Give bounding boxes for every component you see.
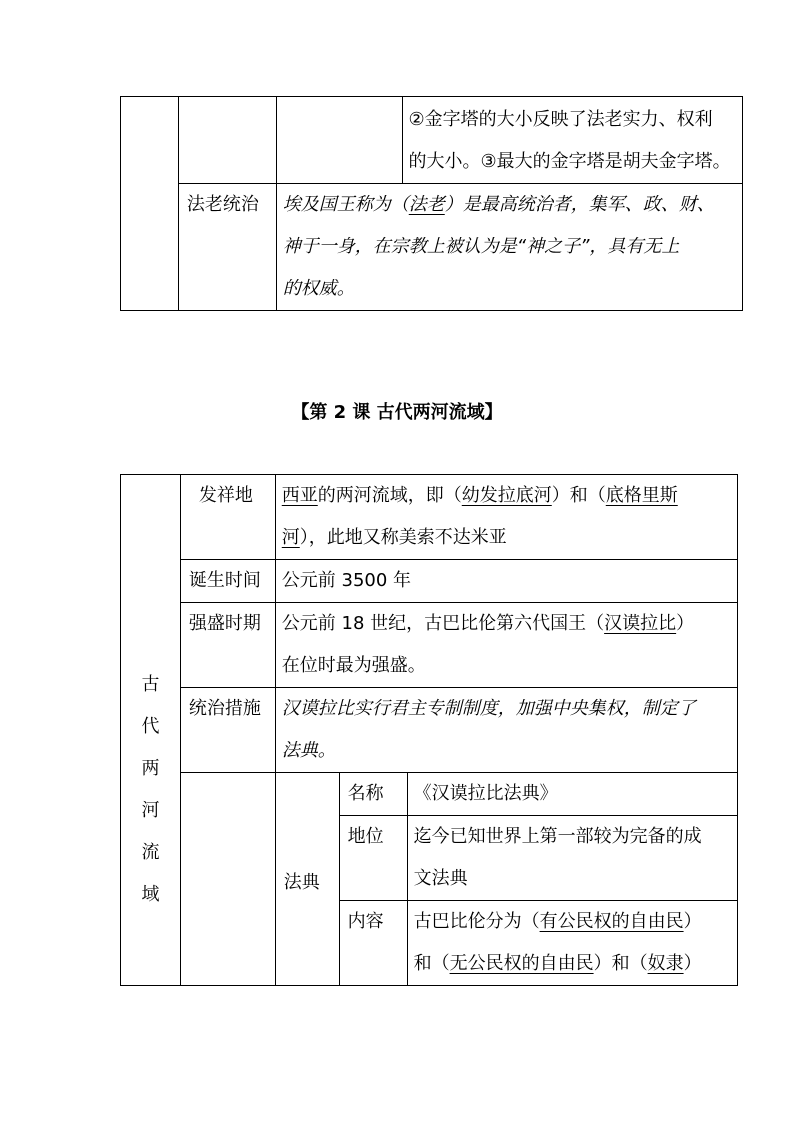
rule-label: 统治措施 <box>180 688 275 773</box>
side-title-char: 流 <box>141 842 160 863</box>
birth-time-label: 诞生时间 <box>180 560 275 603</box>
text-line: 法典。 <box>281 740 336 761</box>
pharaoh-rule-text <box>276 184 742 311</box>
side-title-char: 河 <box>141 800 160 821</box>
text-line: 迄今已知世界上第一部较为完备的成 <box>413 826 702 847</box>
code-label: 法典 <box>275 773 339 986</box>
text-span: ） <box>683 953 702 974</box>
side-cell-empty <box>121 97 179 311</box>
text-span: ）是最高统治者，集军、政、财、 <box>444 194 715 215</box>
side-title-cell <box>121 475 181 986</box>
side-title-char: 古 <box>141 674 160 695</box>
free-noncitizens-term: 无公民权的自由民 <box>449 953 594 974</box>
rule-text <box>275 688 737 773</box>
text-span: ） <box>683 911 702 932</box>
lesson-heading: 【第 2 课 古代两河流域】 <box>291 402 503 423</box>
tigris-term-part2: 河 <box>281 527 300 548</box>
text-span: 的两河流域，即（ <box>317 485 462 506</box>
text-span: ）和（ <box>593 953 648 974</box>
text-span: ），此地又称美索不达米亚 <box>299 527 507 548</box>
text-line: 文法典 <box>413 868 468 889</box>
region-term: 西亚 <box>281 485 318 506</box>
text-span: ） <box>676 613 695 634</box>
code-name-value: 《汉谟拉比法典》 <box>407 773 737 816</box>
peak-label: 强盛时期 <box>180 603 275 688</box>
tigris-term-part1: 底格里斯 <box>605 485 678 506</box>
code-status-label: 地位 <box>339 816 407 901</box>
text-line: 在位时最为强盛。 <box>281 655 426 676</box>
code-empty-label-cell <box>180 773 275 986</box>
free-citizens-term: 有公民权的自由民 <box>539 911 684 932</box>
text-span: ）和（ <box>551 485 606 506</box>
side-title-char: 代 <box>141 716 160 737</box>
pyramid-text-cell <box>402 97 742 184</box>
pharaoh-rule-label: 法老统治 <box>178 184 276 311</box>
code-name-label: 名称 <box>339 773 407 816</box>
birthplace-text <box>275 475 737 560</box>
mid-cell-empty <box>276 97 402 184</box>
peak-text <box>275 603 737 688</box>
birth-time-value: 公元前 3500 年 <box>275 560 737 603</box>
hammurabi-term: 汉谟拉比 <box>604 613 677 634</box>
text-line: 神于一身，在宗教上被认为是“神之子”，具有无上 <box>282 236 680 257</box>
text-line: 的权威。 <box>282 278 355 299</box>
code-content-value <box>407 901 737 986</box>
text-span: 埃及国王称为（ <box>282 194 409 215</box>
table-pharaoh <box>120 96 743 311</box>
text-line: 汉谟拉比实行君主专制制度，加强中央集权，制定了 <box>281 698 696 719</box>
text-span: 古巴比伦分为（ <box>413 911 540 932</box>
table-mesopotamia <box>120 474 738 986</box>
label-cell-empty <box>178 97 276 184</box>
text-span: 和（ <box>413 953 450 974</box>
pharaoh-term: 法老 <box>408 194 445 215</box>
side-title-char: 两 <box>141 758 160 779</box>
pyramid-line-2: 的大小。③最大的金字塔是胡夫金字塔。 <box>408 151 731 172</box>
side-title-char: 域 <box>141 884 160 905</box>
birthplace-label: 发祥地 <box>180 475 275 560</box>
pyramid-line-1: ②金字塔的大小反映了法老实力、权利 <box>408 109 713 130</box>
code-status-value <box>407 816 737 901</box>
euphrates-term: 幼发拉底河 <box>461 485 552 506</box>
text-span: 公元前 18 世纪，古巴比伦第六代国王（ <box>281 613 605 634</box>
slaves-term: 奴隶 <box>647 953 684 974</box>
code-content-label: 内容 <box>339 901 407 986</box>
